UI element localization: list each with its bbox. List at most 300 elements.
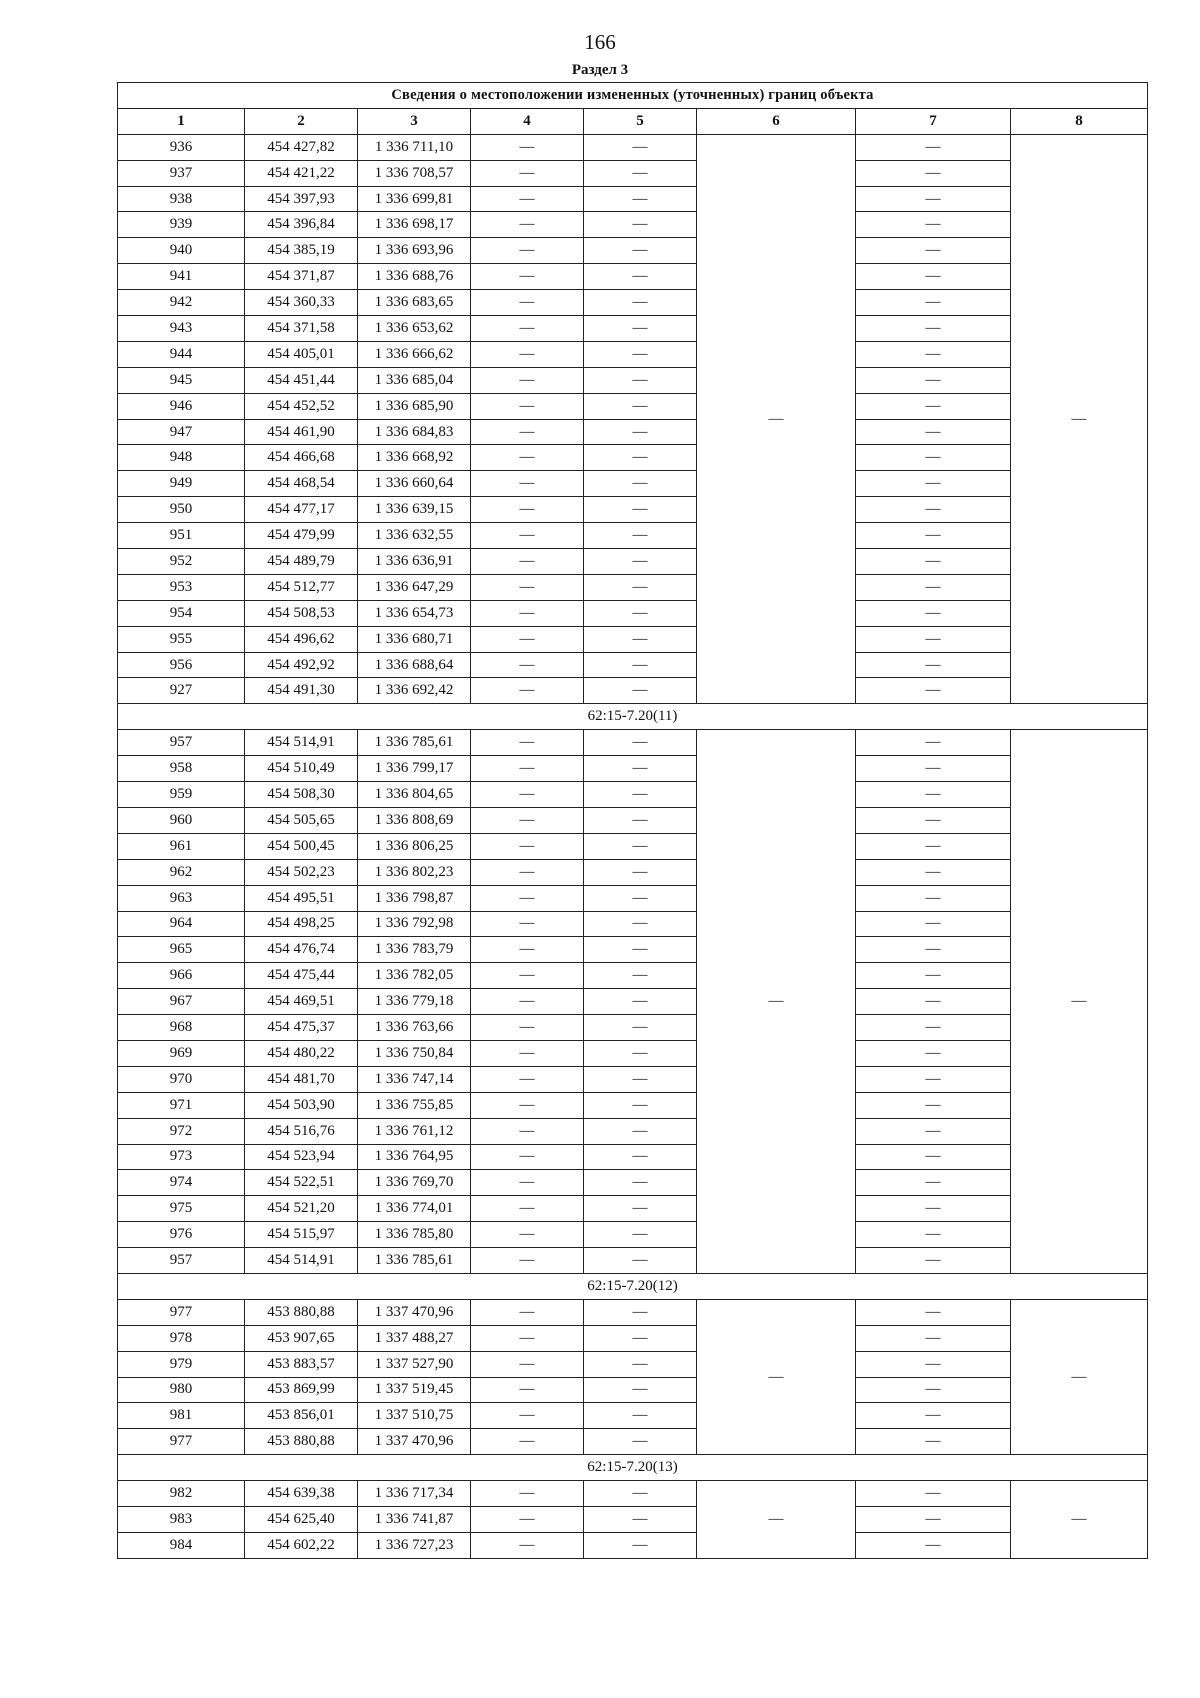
point-number-cell: 937 (118, 160, 245, 186)
point-number-cell: 965 (118, 937, 245, 963)
col5-dash-cell: — (584, 290, 697, 316)
col4-dash-cell: — (471, 626, 584, 652)
point-number-cell: 977 (118, 1429, 245, 1455)
table-row (118, 419, 1148, 445)
table-row (118, 678, 1148, 704)
col4-dash-cell: — (471, 678, 584, 704)
table-row (118, 600, 1148, 626)
coord-x-cell: 453 907,65 (245, 1325, 358, 1351)
point-number-cell: 970 (118, 1066, 245, 1092)
col7-dash-cell: — (856, 1325, 1011, 1351)
table-caption: Сведения о местоположении измененных (уточненных) границ объекта (118, 83, 1148, 109)
coord-x-cell: 454 625,40 (245, 1506, 358, 1532)
col7-dash-cell: — (856, 1481, 1011, 1507)
col7-dash-cell: — (856, 134, 1011, 160)
table-row (118, 937, 1148, 963)
col7-dash-cell: — (856, 833, 1011, 859)
coord-x-cell: 454 405,01 (245, 341, 358, 367)
coord-x-cell: 454 360,33 (245, 290, 358, 316)
coord-y-cell: 1 336 668,92 (358, 445, 471, 471)
col7-dash-cell: — (856, 1222, 1011, 1248)
block-label-row (118, 704, 1148, 730)
col8-merged-cell: — (1011, 1299, 1148, 1454)
block-label-row (118, 1273, 1148, 1299)
col4-dash-cell: — (471, 911, 584, 937)
col5-dash-cell: — (584, 1325, 697, 1351)
point-number-cell: 954 (118, 600, 245, 626)
col5-dash-cell: — (584, 238, 697, 264)
coord-y-cell: 1 336 680,71 (358, 626, 471, 652)
col7-dash-cell: — (856, 807, 1011, 833)
coord-y-cell: 1 336 708,57 (358, 160, 471, 186)
coord-x-cell: 454 489,79 (245, 549, 358, 575)
col7-dash-cell: — (856, 1196, 1011, 1222)
col4-dash-cell: — (471, 186, 584, 212)
table-row (118, 1325, 1148, 1351)
col5-dash-cell: — (584, 1351, 697, 1377)
point-number-cell: 949 (118, 471, 245, 497)
table-row (118, 730, 1148, 756)
column-header: 3 (358, 108, 471, 134)
point-number-cell: 948 (118, 445, 245, 471)
col4-dash-cell: — (471, 1040, 584, 1066)
table-row (118, 316, 1148, 342)
col4-dash-cell: — (471, 419, 584, 445)
coord-y-cell: 1 337 470,96 (358, 1299, 471, 1325)
point-number-cell: 936 (118, 134, 245, 160)
coord-x-cell: 454 476,74 (245, 937, 358, 963)
table-row (118, 1092, 1148, 1118)
col7-dash-cell: — (856, 885, 1011, 911)
col7-dash-cell: — (856, 445, 1011, 471)
col7-dash-cell: — (856, 626, 1011, 652)
col7-dash-cell: — (856, 574, 1011, 600)
table-row (118, 445, 1148, 471)
coord-y-cell: 1 336 755,85 (358, 1092, 471, 1118)
point-number-cell: 947 (118, 419, 245, 445)
block-label: 62:15-7.20(13) (118, 1455, 1148, 1481)
col4-dash-cell: — (471, 963, 584, 989)
col5-dash-cell: — (584, 1066, 697, 1092)
coord-y-cell: 1 336 779,18 (358, 989, 471, 1015)
col7-dash-cell: — (856, 1144, 1011, 1170)
col8-merged-cell: — (1011, 134, 1148, 704)
col7-dash-cell: — (856, 316, 1011, 342)
col8-merged-cell: — (1011, 1481, 1148, 1559)
table-row (118, 885, 1148, 911)
page-number: 166 (584, 30, 616, 54)
col5-dash-cell: — (584, 756, 697, 782)
col4-dash-cell: — (471, 885, 584, 911)
col4-dash-cell: — (471, 1144, 584, 1170)
coord-y-cell: 1 336 808,69 (358, 807, 471, 833)
col5-dash-cell: — (584, 1481, 697, 1507)
table-row (118, 1506, 1148, 1532)
point-number-cell: 982 (118, 1481, 245, 1507)
table-row (118, 1015, 1148, 1041)
col7-dash-cell: — (856, 989, 1011, 1015)
point-number-cell: 957 (118, 1248, 245, 1274)
coord-x-cell: 454 466,68 (245, 445, 358, 471)
point-number-cell: 969 (118, 1040, 245, 1066)
table-row (118, 859, 1148, 885)
col7-dash-cell: — (856, 341, 1011, 367)
table-row (118, 134, 1148, 160)
col5-dash-cell: — (584, 160, 697, 186)
table-row (118, 1222, 1148, 1248)
coord-x-cell: 454 502,23 (245, 859, 358, 885)
coord-y-cell: 1 337 510,75 (358, 1403, 471, 1429)
coord-y-cell: 1 336 685,04 (358, 367, 471, 393)
coord-x-cell: 454 492,92 (245, 652, 358, 678)
coord-y-cell: 1 336 769,70 (358, 1170, 471, 1196)
col7-dash-cell: — (856, 937, 1011, 963)
col4-dash-cell: — (471, 367, 584, 393)
table-row (118, 1532, 1148, 1558)
col5-dash-cell: — (584, 885, 697, 911)
table-row (118, 989, 1148, 1015)
col4-dash-cell: — (471, 1377, 584, 1403)
block-label-row (118, 1455, 1148, 1481)
table-row (118, 963, 1148, 989)
coord-y-cell: 1 336 692,42 (358, 678, 471, 704)
coord-x-cell: 454 498,25 (245, 911, 358, 937)
coord-y-cell: 1 336 764,95 (358, 1144, 471, 1170)
col4-dash-cell: — (471, 1481, 584, 1507)
table-row (118, 523, 1148, 549)
col7-dash-cell: — (856, 600, 1011, 626)
coord-x-cell: 454 512,77 (245, 574, 358, 600)
col7-dash-cell: — (856, 1248, 1011, 1274)
column-header: 7 (856, 108, 1011, 134)
col5-dash-cell: — (584, 859, 697, 885)
col5-dash-cell: — (584, 730, 697, 756)
point-number-cell: 943 (118, 316, 245, 342)
col4-dash-cell: — (471, 989, 584, 1015)
point-number-cell: 942 (118, 290, 245, 316)
col4-dash-cell: — (471, 134, 584, 160)
column-header: 2 (245, 108, 358, 134)
col7-dash-cell: — (856, 678, 1011, 704)
col5-dash-cell: — (584, 1015, 697, 1041)
col5-dash-cell: — (584, 445, 697, 471)
table-row (118, 471, 1148, 497)
col4-dash-cell: — (471, 1066, 584, 1092)
col4-dash-cell: — (471, 859, 584, 885)
point-number-cell: 959 (118, 782, 245, 808)
coord-x-cell: 454 371,87 (245, 264, 358, 290)
point-number-cell: 975 (118, 1196, 245, 1222)
col4-dash-cell: — (471, 600, 584, 626)
table-row (118, 807, 1148, 833)
coord-y-cell: 1 336 688,64 (358, 652, 471, 678)
table-row (118, 574, 1148, 600)
table-row (118, 626, 1148, 652)
table-row (118, 911, 1148, 937)
col5-dash-cell: — (584, 1222, 697, 1248)
col7-dash-cell: — (856, 1092, 1011, 1118)
col7-dash-cell: — (856, 756, 1011, 782)
coord-x-cell: 454 639,38 (245, 1481, 358, 1507)
coord-x-cell: 454 396,84 (245, 212, 358, 238)
col7-dash-cell: — (856, 782, 1011, 808)
point-number-cell: 980 (118, 1377, 245, 1403)
col5-dash-cell: — (584, 937, 697, 963)
coord-x-cell: 453 880,88 (245, 1429, 358, 1455)
col7-dash-cell: — (856, 212, 1011, 238)
col4-dash-cell: — (471, 549, 584, 575)
col7-dash-cell: — (856, 1506, 1011, 1532)
coord-y-cell: 1 336 654,73 (358, 600, 471, 626)
table-row (118, 393, 1148, 419)
coord-y-cell: 1 336 647,29 (358, 574, 471, 600)
coord-y-cell: 1 336 785,61 (358, 730, 471, 756)
point-number-cell: 940 (118, 238, 245, 264)
col7-dash-cell: — (856, 1377, 1011, 1403)
col4-dash-cell: — (471, 341, 584, 367)
table-row (118, 782, 1148, 808)
col5-dash-cell: — (584, 782, 697, 808)
column-header: 8 (1011, 108, 1148, 134)
col5-dash-cell: — (584, 600, 697, 626)
table-row (118, 1066, 1148, 1092)
coord-x-cell: 454 479,99 (245, 523, 358, 549)
coord-x-cell: 454 508,30 (245, 782, 358, 808)
coord-y-cell: 1 336 747,14 (358, 1066, 471, 1092)
col7-dash-cell: — (856, 730, 1011, 756)
table-row (118, 367, 1148, 393)
coord-y-cell: 1 336 660,64 (358, 471, 471, 497)
table-row (118, 1196, 1148, 1222)
col5-dash-cell: — (584, 911, 697, 937)
col5-dash-cell: — (584, 471, 697, 497)
table-row (118, 290, 1148, 316)
coord-y-cell: 1 336 750,84 (358, 1040, 471, 1066)
coord-y-cell: 1 336 741,87 (358, 1506, 471, 1532)
point-number-cell: 960 (118, 807, 245, 833)
coord-y-cell: 1 336 806,25 (358, 833, 471, 859)
coord-x-cell: 454 523,94 (245, 1144, 358, 1170)
point-number-cell: 964 (118, 911, 245, 937)
table-row (118, 1248, 1148, 1274)
table-row (118, 833, 1148, 859)
col5-dash-cell: — (584, 186, 697, 212)
col7-dash-cell: — (856, 367, 1011, 393)
point-number-cell: 968 (118, 1015, 245, 1041)
table-row (118, 1170, 1148, 1196)
col4-dash-cell: — (471, 523, 584, 549)
table-row (118, 1118, 1148, 1144)
column-header: 6 (697, 108, 856, 134)
column-header: 4 (471, 108, 584, 134)
col5-dash-cell: — (584, 1170, 697, 1196)
coord-y-cell: 1 336 698,17 (358, 212, 471, 238)
table-row (118, 341, 1148, 367)
col7-dash-cell: — (856, 1532, 1011, 1558)
point-number-cell: 952 (118, 549, 245, 575)
coord-y-cell: 1 336 785,80 (358, 1222, 471, 1248)
point-number-cell: 966 (118, 963, 245, 989)
col7-dash-cell: — (856, 419, 1011, 445)
coord-y-cell: 1 336 636,91 (358, 549, 471, 575)
coord-y-cell: 1 336 792,98 (358, 911, 471, 937)
coord-x-cell: 453 869,99 (245, 1377, 358, 1403)
col4-dash-cell: — (471, 730, 584, 756)
point-number-cell: 963 (118, 885, 245, 911)
col4-dash-cell: — (471, 1532, 584, 1558)
coord-y-cell: 1 336 699,81 (358, 186, 471, 212)
table-row (118, 1481, 1148, 1507)
col5-dash-cell: — (584, 341, 697, 367)
col5-dash-cell: — (584, 264, 697, 290)
coord-x-cell: 454 514,91 (245, 1248, 358, 1274)
col7-dash-cell: — (856, 1403, 1011, 1429)
col4-dash-cell: — (471, 807, 584, 833)
coord-x-cell: 454 496,62 (245, 626, 358, 652)
col4-dash-cell: — (471, 652, 584, 678)
table-row (118, 212, 1148, 238)
col5-dash-cell: — (584, 626, 697, 652)
col5-dash-cell: — (584, 652, 697, 678)
coord-x-cell: 454 477,17 (245, 497, 358, 523)
point-number-cell: 967 (118, 989, 245, 1015)
coord-x-cell: 454 451,44 (245, 367, 358, 393)
col4-dash-cell: — (471, 160, 584, 186)
coord-y-cell: 1 336 785,61 (358, 1248, 471, 1274)
coord-x-cell: 454 468,54 (245, 471, 358, 497)
table-row (118, 1403, 1148, 1429)
coord-x-cell: 454 461,90 (245, 419, 358, 445)
point-number-cell: 951 (118, 523, 245, 549)
col4-dash-cell: — (471, 1403, 584, 1429)
col7-dash-cell: — (856, 238, 1011, 264)
table-row (118, 238, 1148, 264)
col8-merged-cell: — (1011, 730, 1148, 1274)
col7-dash-cell: — (856, 1118, 1011, 1144)
col7-dash-cell: — (856, 1429, 1011, 1455)
col4-dash-cell: — (471, 1170, 584, 1196)
col5-dash-cell: — (584, 833, 697, 859)
coord-x-cell: 454 491,30 (245, 678, 358, 704)
coord-y-cell: 1 336 684,83 (358, 419, 471, 445)
coord-y-cell: 1 336 685,90 (358, 393, 471, 419)
col7-dash-cell: — (856, 1299, 1011, 1325)
coord-y-cell: 1 336 711,10 (358, 134, 471, 160)
point-number-cell: 944 (118, 341, 245, 367)
col7-dash-cell: — (856, 1066, 1011, 1092)
col4-dash-cell: — (471, 1299, 584, 1325)
coord-x-cell: 454 514,91 (245, 730, 358, 756)
col7-dash-cell: — (856, 497, 1011, 523)
coord-y-cell: 1 337 470,96 (358, 1429, 471, 1455)
coord-x-cell: 454 371,58 (245, 316, 358, 342)
col7-dash-cell: — (856, 471, 1011, 497)
col5-dash-cell: — (584, 1196, 697, 1222)
col7-dash-cell: — (856, 290, 1011, 316)
table-row (118, 756, 1148, 782)
point-number-cell: 962 (118, 859, 245, 885)
col5-dash-cell: — (584, 134, 697, 160)
coord-x-cell: 454 515,97 (245, 1222, 358, 1248)
point-number-cell: 955 (118, 626, 245, 652)
col4-dash-cell: — (471, 264, 584, 290)
col5-dash-cell: — (584, 807, 697, 833)
col4-dash-cell: — (471, 1506, 584, 1532)
coord-y-cell: 1 337 488,27 (358, 1325, 471, 1351)
table-row (118, 549, 1148, 575)
coord-y-cell: 1 336 761,12 (358, 1118, 471, 1144)
coord-y-cell: 1 337 527,90 (358, 1351, 471, 1377)
col4-dash-cell: — (471, 497, 584, 523)
table-row (118, 497, 1148, 523)
coord-x-cell: 454 469,51 (245, 989, 358, 1015)
col7-dash-cell: — (856, 264, 1011, 290)
col7-dash-cell: — (856, 523, 1011, 549)
col5-dash-cell: — (584, 497, 697, 523)
coord-x-cell: 453 883,57 (245, 1351, 358, 1377)
col5-dash-cell: — (584, 1118, 697, 1144)
col4-dash-cell: — (471, 1429, 584, 1455)
point-number-cell: 945 (118, 367, 245, 393)
col4-dash-cell: — (471, 1248, 584, 1274)
coord-x-cell: 454 481,70 (245, 1066, 358, 1092)
col7-dash-cell: — (856, 1015, 1011, 1041)
section-title: Раздел 3 (571, 62, 629, 78)
block-label: 62:15-7.20(12) (118, 1273, 1148, 1299)
col5-dash-cell: — (584, 1092, 697, 1118)
col5-dash-cell: — (584, 1040, 697, 1066)
col5-dash-cell: — (584, 419, 697, 445)
coord-x-cell: 454 503,90 (245, 1092, 358, 1118)
coord-y-cell: 1 336 782,05 (358, 963, 471, 989)
col4-dash-cell: — (471, 1351, 584, 1377)
coord-x-cell: 454 397,93 (245, 186, 358, 212)
table-body (118, 134, 1148, 1558)
coord-x-cell: 454 521,20 (245, 1196, 358, 1222)
point-number-cell: 938 (118, 186, 245, 212)
coord-y-cell: 1 336 727,23 (358, 1532, 471, 1558)
coord-x-cell: 454 475,44 (245, 963, 358, 989)
point-number-cell: 979 (118, 1351, 245, 1377)
col7-dash-cell: — (856, 186, 1011, 212)
col6-merged-cell: — (697, 134, 856, 704)
coord-y-cell: 1 336 717,34 (358, 1481, 471, 1507)
col4-dash-cell: — (471, 471, 584, 497)
coord-y-cell: 1 336 802,23 (358, 859, 471, 885)
col4-dash-cell: — (471, 1092, 584, 1118)
point-number-cell: 977 (118, 1299, 245, 1325)
col4-dash-cell: — (471, 833, 584, 859)
coord-x-cell: 454 475,37 (245, 1015, 358, 1041)
col5-dash-cell: — (584, 963, 697, 989)
col6-merged-cell: — (697, 1299, 856, 1454)
col4-dash-cell: — (471, 393, 584, 419)
col5-dash-cell: — (584, 1506, 697, 1532)
coord-y-cell: 1 336 653,62 (358, 316, 471, 342)
coord-x-cell: 454 480,22 (245, 1040, 358, 1066)
table-row (118, 1299, 1148, 1325)
col4-dash-cell: — (471, 1196, 584, 1222)
coord-x-cell: 454 495,51 (245, 885, 358, 911)
coord-y-cell: 1 336 799,17 (358, 756, 471, 782)
point-number-cell: 950 (118, 497, 245, 523)
col7-dash-cell: — (856, 160, 1011, 186)
point-number-cell: 961 (118, 833, 245, 859)
col5-dash-cell: — (584, 212, 697, 238)
col5-dash-cell: — (584, 1532, 697, 1558)
point-number-cell: 974 (118, 1170, 245, 1196)
col4-dash-cell: — (471, 445, 584, 471)
